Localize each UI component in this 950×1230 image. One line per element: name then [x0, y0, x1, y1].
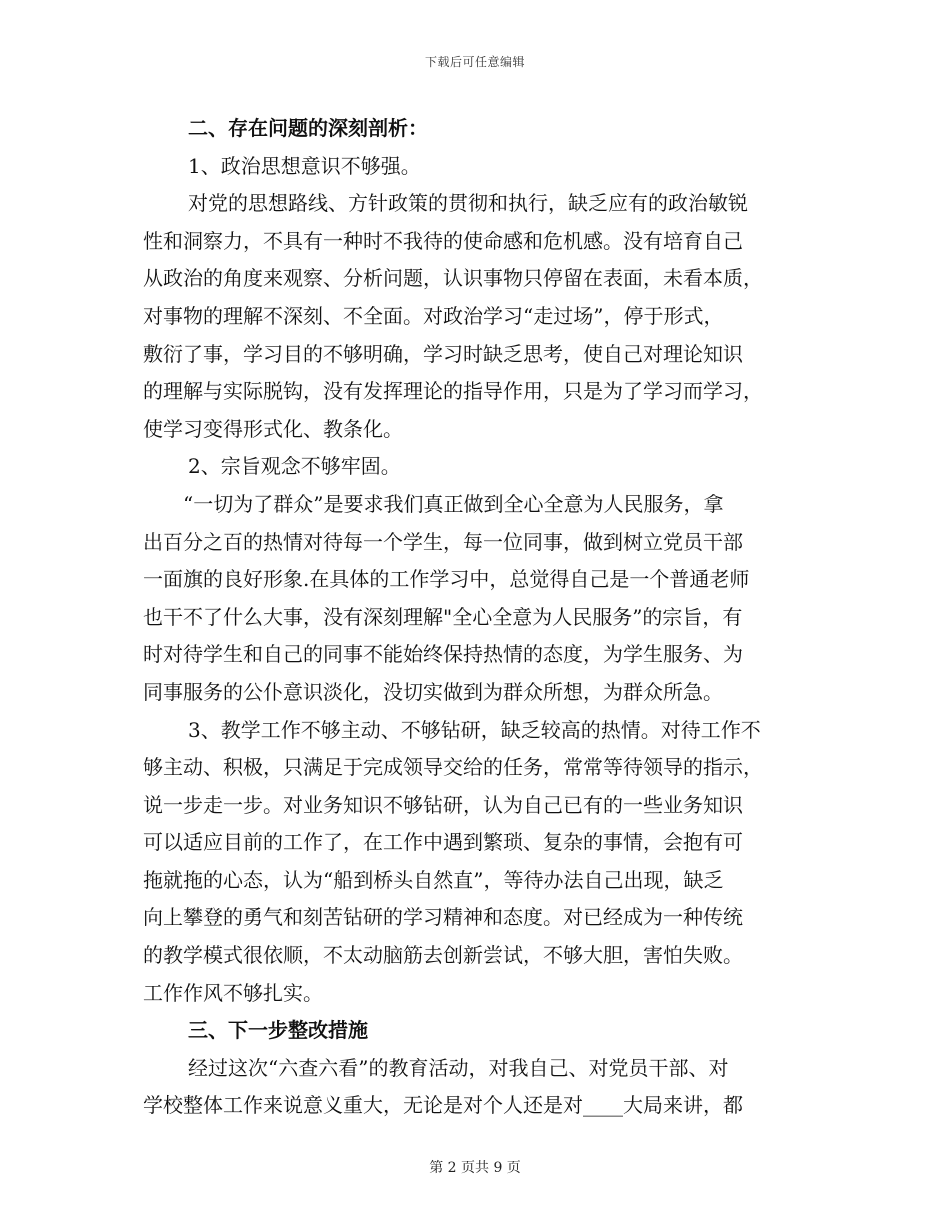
paragraph-line: 敷衍了事，学习目的不够明确，学习时缺乏思考，使自己对理论知识 — [143, 341, 743, 366]
paragraph-line: 够主动、积极，只满足于完成领导交给的任务，常常等待领导的指示， — [143, 755, 763, 780]
paragraph-line: 的理解与实际脱钩，没有发挥理论的指导作用，只是为了学习而学习， — [143, 379, 763, 404]
section-heading-2: 二、存在问题的深刻剖析： — [188, 116, 428, 140]
paragraph-line: 工作作风不够扎实。 — [143, 980, 323, 1005]
paragraph-line: 向上攀登的勇气和刻苦钻研的学习精神和态度。对已经成为一种传统 — [143, 905, 743, 930]
paragraph-line: 3、教学工作不够主动、不够钻研，缺乏较高的热情。对待工作不 — [188, 717, 761, 742]
paragraph-line: 可以适应目前的工作了，在工作中遇到繁琐、复杂的事情，会抱有可 — [143, 830, 743, 855]
paragraph-line: 经过这次“六查六看”的教育活动，对我自己、对党员干部、对 — [188, 1055, 729, 1080]
paragraph-line: 时对待学生和自己的同事不能始终保持热情的态度，为学生服务、为 — [143, 642, 743, 667]
paragraph-line: 从政治的角度来观察、分析问题，认识事物只停留在表面，未看本质， — [143, 266, 763, 291]
page-footer: 第 2 页共 9 页 — [429, 1160, 521, 1176]
paragraph-line: 拖就拖的心态，认为“船到桥头自然直”，等待办法自己出现，缺乏 — [143, 867, 724, 892]
paragraph-line: 的教学模式很依顺，不太动脑筋去创新尝试，不够大胆，害怕失败。 — [143, 943, 743, 968]
subsection-title-2: 2、宗旨观念不够牢固。 — [188, 454, 401, 479]
paragraph-line: “一切为了群众”是要求我们真正做到全心全意为人民服务，拿 — [183, 491, 724, 516]
section-heading-3: 三、下一步整改措施 — [188, 1018, 368, 1043]
paragraph-line: 也干不了什么大事，没有深刻理解"全心全意为人民服务”的宗旨，有 — [143, 604, 743, 629]
paragraph-line: 性和洞察力，不具有一种时不我待的使命感和危机感。没有培育自己 — [143, 228, 743, 253]
header-note: 下载后可任意编辑 — [424, 55, 525, 69]
paragraph-line: 说一步走一步。对业务知识不够钻研，认为自己已有的一些业务知识 — [143, 792, 743, 817]
paragraph-line: 使学习变得形式化、教条化。 — [143, 416, 403, 441]
document-body — [143, 110, 810, 1125]
paragraph-line: 同事服务的公仆意识淡化，没切实做到为群众所想，为群众所急。 — [143, 679, 723, 704]
paragraph-line: 出百分之百的热情对待每一个学生，每一位同事，做到树立党员干部 — [143, 529, 743, 554]
paragraph-line: 对党的思想路线、方针政策的贯彻和执行，缺乏应有的政治敏锐 — [188, 191, 748, 216]
paragraph-line: 对事物的理解不深刻、不全面。对政治学习“走过场”，停于形式， — [143, 303, 724, 328]
paragraph-line: 学校整体工作来说意义重大，无论是对个人还是对____大局来讲，都 — [143, 1093, 743, 1118]
paragraph-line: 一面旗的良好形象.在具体的工作学习中，总觉得自己是一个普通老师 — [143, 567, 750, 592]
subsection-title-1: 1、政治思想意识不够强。 — [188, 153, 421, 178]
